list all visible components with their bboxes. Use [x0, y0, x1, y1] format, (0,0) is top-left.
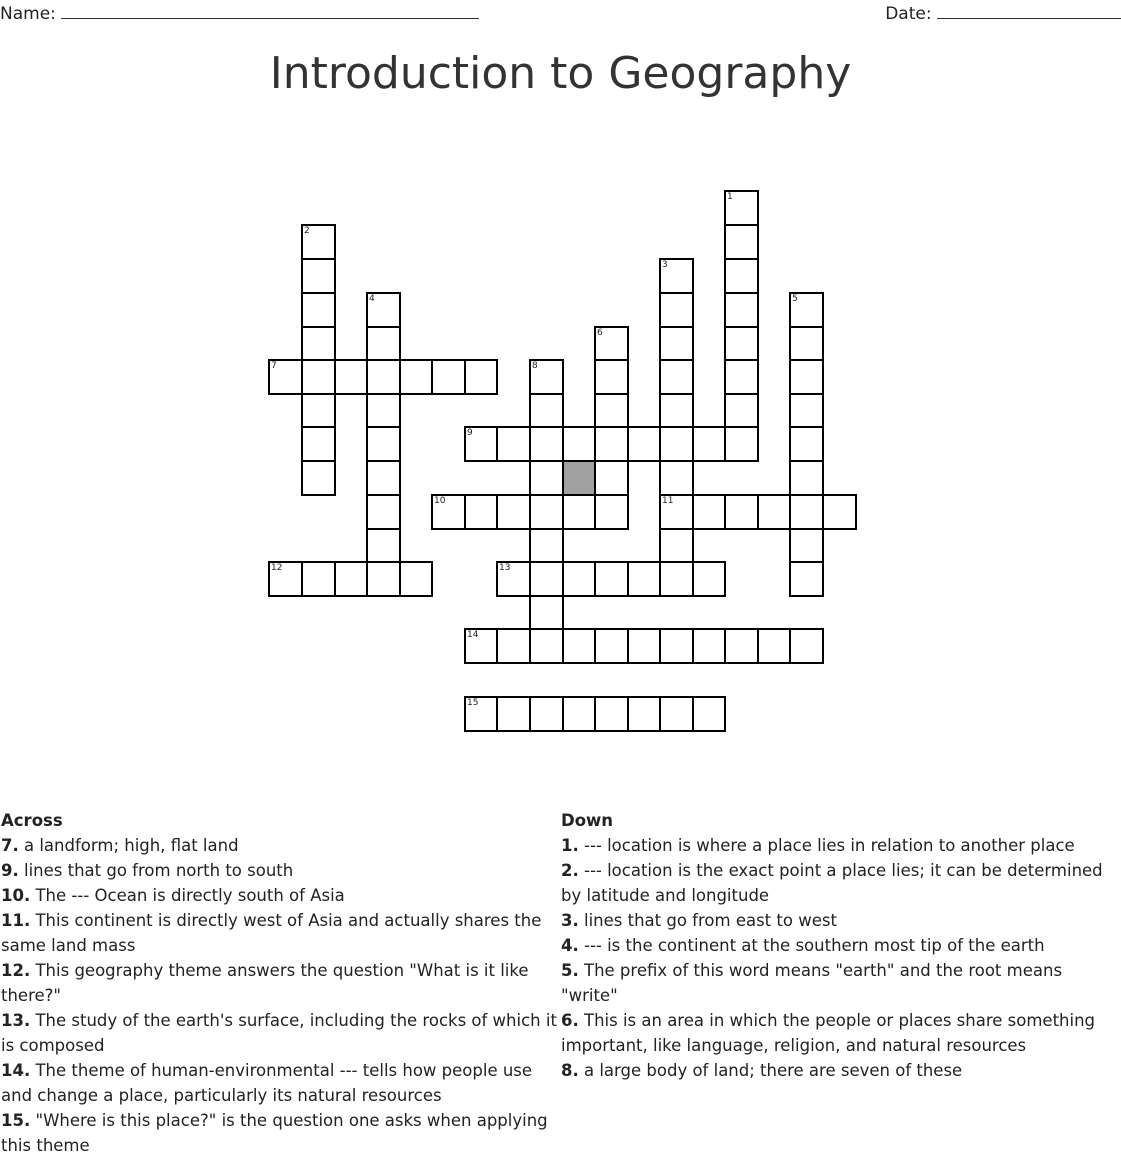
answer-cell[interactable]	[366, 426, 401, 462]
page-title: Introduction to Geography	[269, 48, 852, 99]
clue-number: 7.	[1, 836, 19, 855]
shaded-cell	[562, 460, 596, 496]
clue-text: The prefix of this word means "earth" and the root means "write"	[561, 961, 1063, 1005]
answer-cell[interactable]	[431, 359, 466, 395]
cell-number: 2	[304, 226, 310, 236]
answer-cell[interactable]	[366, 359, 401, 395]
answer-cell[interactable]	[724, 359, 759, 395]
answer-cell[interactable]	[757, 628, 791, 664]
clue-number: 14.	[1, 1061, 31, 1080]
answer-cell[interactable]	[301, 393, 336, 428]
answer-cell[interactable]	[562, 696, 596, 732]
answer-cell[interactable]	[789, 292, 824, 328]
cell-number: 1	[727, 192, 733, 202]
answer-cell[interactable]	[301, 292, 336, 328]
answer-cell[interactable]	[789, 628, 824, 664]
answer-cell[interactable]	[594, 561, 629, 597]
answer-cell[interactable]	[659, 292, 694, 328]
cell-number: 11	[662, 496, 674, 506]
answer-cell[interactable]	[529, 628, 564, 664]
answer-cell[interactable]	[301, 426, 336, 462]
cell-number: 7	[271, 361, 277, 371]
answer-cell[interactable]	[789, 393, 824, 428]
answer-cell[interactable]	[627, 426, 661, 462]
answer-cell[interactable]	[334, 359, 368, 395]
down-clue	[561, 1008, 1117, 1058]
answer-cell[interactable]	[594, 696, 629, 732]
across-clues	[1, 808, 557, 1158]
answer-cell[interactable]	[692, 561, 726, 597]
answer-cell[interactable]	[529, 561, 564, 597]
answer-cell[interactable]	[789, 426, 824, 462]
answer-cell[interactable]	[692, 426, 726, 462]
answer-cell[interactable]	[724, 258, 759, 294]
answer-cell[interactable]	[659, 426, 694, 462]
answer-cell[interactable]	[562, 628, 596, 664]
cell-number: 3	[662, 260, 668, 270]
answer-cell[interactable]	[724, 494, 759, 530]
answer-cell[interactable]	[659, 561, 694, 597]
clue-text: This geography theme answers the question "What is it like there?"	[1, 961, 529, 1005]
answer-cell[interactable]	[301, 561, 336, 597]
answer-cell[interactable]	[366, 292, 401, 328]
cell-number: 15	[467, 698, 479, 708]
answer-cell[interactable]	[529, 426, 564, 462]
answer-cell[interactable]	[366, 561, 401, 597]
answer-cell[interactable]	[659, 460, 694, 496]
answer-cell[interactable]	[301, 224, 336, 260]
answer-cell[interactable]	[366, 494, 401, 530]
across-heading: Across	[1, 811, 63, 830]
answer-cell[interactable]	[724, 393, 759, 428]
clue-text: "Where is this place?" is the question one asks when applying this theme	[1, 1111, 548, 1155]
answer-cell[interactable]	[822, 494, 857, 530]
answer-cell[interactable]	[366, 326, 401, 361]
across-clue	[1, 883, 557, 908]
clue-text: --- location is where a place lies in relation to another place	[578, 836, 1075, 855]
clue-text: a large body of land; there are seven of these	[578, 1061, 963, 1080]
answer-cell[interactable]	[692, 696, 726, 732]
answer-cell[interactable]	[562, 426, 596, 462]
answer-cell[interactable]	[301, 326, 336, 361]
answer-cell[interactable]	[724, 326, 759, 361]
cell-number: 4	[369, 294, 375, 304]
clue-text: The theme of human-environmental --- tells how people use and change a place, particularly its natural resources	[1, 1061, 533, 1105]
answer-cell[interactable]	[301, 460, 336, 496]
answer-cell[interactable]	[757, 494, 791, 530]
cell-number: 12	[271, 563, 283, 573]
answer-cell[interactable]	[464, 359, 498, 395]
answer-cell[interactable]	[724, 628, 759, 664]
answer-cell[interactable]	[659, 393, 694, 428]
answer-cell[interactable]	[789, 561, 824, 597]
answer-cell[interactable]	[562, 494, 596, 530]
across-clue	[1, 1008, 557, 1058]
answer-cell[interactable]	[529, 696, 564, 732]
answer-cell[interactable]	[659, 628, 694, 664]
across-clue	[1, 908, 557, 958]
across-clue	[1, 858, 557, 883]
answer-cell[interactable]	[659, 696, 694, 732]
cell-number: 6	[597, 328, 603, 338]
answer-cell[interactable]	[529, 393, 564, 428]
answer-cell[interactable]	[562, 561, 596, 597]
answer-cell[interactable]	[464, 696, 498, 732]
clue-number: 1.	[561, 836, 579, 855]
answer-cell[interactable]	[301, 258, 336, 294]
clue-number: 12.	[1, 961, 31, 980]
clue-text: a landform; high, flat land	[18, 836, 239, 855]
answer-cell[interactable]	[334, 561, 368, 597]
answer-cell[interactable]	[724, 426, 759, 462]
answer-cell[interactable]	[627, 628, 661, 664]
clue-text: --- is the continent at the southern most tip of the earth	[578, 936, 1045, 955]
answer-cell[interactable]	[366, 393, 401, 428]
date-label: Date:	[885, 4, 932, 24]
answer-cell[interactable]	[659, 494, 694, 530]
answer-cell[interactable]	[399, 561, 433, 597]
answer-cell[interactable]	[464, 494, 498, 530]
answer-cell[interactable]	[659, 258, 694, 294]
answer-cell[interactable]	[399, 359, 433, 395]
clue-number: 3.	[561, 911, 579, 930]
cell-number: 14	[467, 630, 479, 640]
answer-cell[interactable]	[789, 326, 824, 361]
clue-text: --- location is the exact point a place lies; it can be determined by latitude and longitude	[561, 861, 1103, 905]
answer-cell[interactable]	[659, 528, 694, 563]
cell-number: 9	[467, 428, 473, 438]
clue-number: 11.	[1, 911, 31, 930]
answer-cell[interactable]	[594, 393, 629, 428]
answer-cell[interactable]	[659, 359, 694, 395]
down-clue	[561, 958, 1117, 1008]
answer-cell[interactable]	[692, 628, 726, 664]
across-clue	[1, 958, 557, 1008]
clue-number: 15.	[1, 1111, 31, 1130]
answer-cell[interactable]	[594, 426, 629, 462]
cell-number: 10	[434, 496, 446, 506]
down-clue	[561, 833, 1117, 858]
answer-cell[interactable]	[724, 292, 759, 328]
answer-cell[interactable]	[529, 460, 564, 496]
answer-cell[interactable]	[692, 494, 726, 530]
answer-cell[interactable]	[431, 494, 466, 530]
down-clue	[561, 1058, 1117, 1083]
answer-cell[interactable]	[789, 528, 824, 563]
across-clue	[1, 1108, 557, 1158]
down-clue	[561, 908, 1117, 933]
clue-number: 8.	[561, 1061, 579, 1080]
answer-cell[interactable]	[724, 224, 759, 260]
answer-cell[interactable]	[594, 628, 629, 664]
answer-cell[interactable]	[594, 494, 629, 530]
answer-cell[interactable]	[268, 561, 303, 597]
cell-number: 8	[532, 361, 538, 371]
down-clues	[561, 808, 1117, 1083]
clue-number: 10.	[1, 886, 31, 905]
cell-number: 5	[792, 294, 798, 304]
clue-text: lines that go from north to south	[18, 861, 294, 880]
answer-cell[interactable]	[529, 528, 564, 563]
answer-cell[interactable]	[594, 359, 629, 395]
answer-cell[interactable]	[724, 190, 759, 226]
answer-cell[interactable]	[366, 460, 401, 496]
down-clue	[561, 858, 1117, 908]
answer-cell[interactable]	[496, 696, 531, 732]
clue-number: 5.	[561, 961, 579, 980]
answer-cell[interactable]	[496, 426, 531, 462]
answer-cell[interactable]	[496, 628, 531, 664]
answer-cell[interactable]	[627, 561, 661, 597]
clue-text: The study of the earth's surface, including the rocks of which it is composed	[1, 1011, 557, 1055]
answer-cell[interactable]	[464, 628, 498, 664]
clue-number: 6.	[561, 1011, 579, 1030]
across-clue	[1, 833, 557, 858]
answer-cell[interactable]	[529, 359, 564, 395]
answer-cell[interactable]	[496, 494, 531, 530]
answer-cell[interactable]	[594, 460, 629, 496]
clue-number: 4.	[561, 936, 579, 955]
clue-text: The --- Ocean is directly south of Asia	[30, 886, 345, 905]
clue-number: 2.	[561, 861, 579, 880]
clue-number: 9.	[1, 861, 19, 880]
answer-cell[interactable]	[366, 528, 401, 563]
answer-cell[interactable]	[268, 359, 303, 395]
clue-text: This continent is directly west of Asia and actually shares the same land mass	[1, 911, 542, 955]
clue-text: lines that go from east to west	[578, 911, 837, 930]
answer-cell[interactable]	[529, 494, 564, 530]
answer-cell[interactable]	[789, 460, 824, 496]
across-clue	[1, 1058, 557, 1108]
answer-cell[interactable]	[301, 359, 336, 395]
answer-cell[interactable]	[594, 326, 629, 361]
answer-cell[interactable]	[529, 595, 564, 630]
answer-cell[interactable]	[464, 426, 498, 462]
answer-cell[interactable]	[496, 561, 531, 597]
clue-number: 13.	[1, 1011, 31, 1030]
answer-cell[interactable]	[789, 359, 824, 395]
answer-cell[interactable]	[789, 494, 824, 530]
down-clue	[561, 933, 1117, 958]
answer-cell[interactable]	[659, 326, 694, 361]
answer-cell[interactable]	[627, 696, 661, 732]
clue-text: This is an area in which the people or places share something important, like language, religion, and natural resources	[561, 1011, 1096, 1055]
down-heading: Down	[561, 811, 614, 830]
cell-number: 13	[499, 563, 511, 573]
name-label: Name:	[0, 4, 56, 24]
